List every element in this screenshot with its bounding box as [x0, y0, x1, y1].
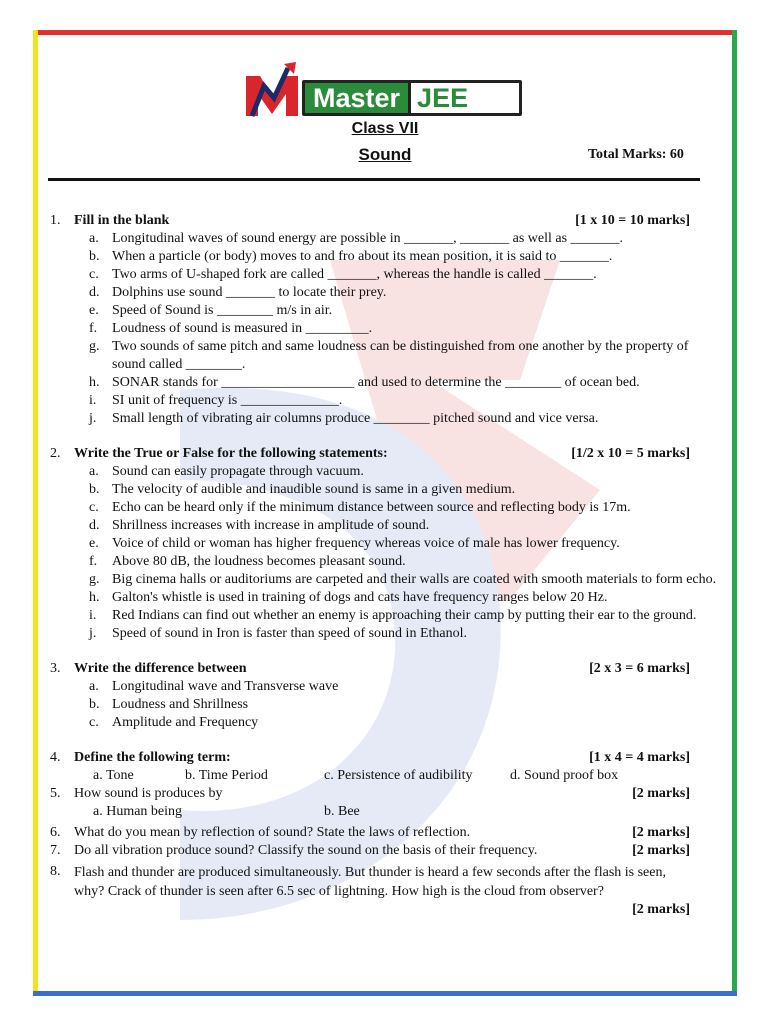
sub-question: f. Above 80 dB, the loudness becomes pleasant sound. [89, 554, 406, 569]
sub-question: b. Loudness and Shrillness [89, 697, 249, 712]
sub-question: h. SONAR stands for ___________________ and used to determine the ________ of ocean bed. [89, 375, 640, 390]
question-5 [50, 785, 720, 821]
page-border-left [33, 30, 38, 996]
sub-question: c. Two arms of U-shaped fork are called _______, whereas the handle is called _______. [89, 267, 597, 282]
brand-logo [244, 62, 524, 120]
topic-title: Sound [358, 145, 412, 164]
sub-question: g. Two sounds of same pitch and same loudness can be distinguished from one another by the property of sound called ________. [89, 339, 689, 372]
question-3 [50, 660, 720, 732]
sub-question: g. Big cinema halls or auditoriums are carpeted and their walls are coated with smooth materials to form echo. [89, 572, 717, 587]
question-paper [50, 212, 720, 919]
sub-question: c. Echo can be heard only if the minimum distance between source and reflecting body is 17m. [89, 500, 631, 515]
sub-question: a. Longitudinal waves of sound energy are possible in _______, _______ as well as _______. [89, 231, 624, 246]
question-heading [74, 445, 720, 463]
sub-question-list [74, 463, 720, 643]
question-8 [50, 863, 720, 919]
question-line [74, 842, 720, 860]
term-options [74, 767, 720, 785]
brand-name-right: JEE [408, 83, 474, 113]
brand-name-left: Master [305, 83, 408, 113]
sub-question: d. Shrillness increases with increase in amplitude of sound. [89, 518, 430, 533]
term-option: c. Persistence of audibility [324, 768, 473, 783]
question-heading [74, 660, 720, 678]
total-marks: Total Marks: 60 [588, 147, 684, 162]
sub-question: i. Red Indians can find out whether an enemy is approaching their camp by putting their ear to the ground. [89, 608, 697, 623]
sub-question: j. Small length of vibrating air columns produce ________ pitched sound and vice versa. [89, 411, 599, 426]
question-2 [50, 445, 720, 643]
question-title: Write the difference between [74, 661, 247, 676]
question-title: Write the True or False for the following statements: [74, 446, 388, 461]
sub-question: h. Galton's whistle is used in training of dogs and cats have frequency ranges below 20 Hz. [89, 590, 608, 605]
brand-wordmark [302, 80, 522, 116]
term-option: a. Tone [93, 768, 134, 783]
sub-question: b. The velocity of audible and inaudible sound is same in a given medium. [89, 482, 516, 497]
question-marks: [2 marks] [632, 843, 690, 858]
sub-question-list [74, 678, 720, 732]
sub-question: d. Dolphins use sound _______ to locate their prey. [89, 285, 387, 300]
question-number: 8. [50, 864, 61, 879]
page-border-bottom [33, 991, 737, 996]
question-number: 3. [50, 661, 61, 676]
sub-question: b. When a particle (or body) moves to and fro about its mean position, it is said to _______. [89, 249, 613, 264]
question-heading [74, 212, 720, 230]
question-marks: [2 marks] [632, 825, 690, 840]
page-border-top [33, 30, 737, 35]
question-number: 6. [50, 825, 61, 840]
question-text: How sound is produces by [74, 786, 223, 801]
class-title: Class VII [351, 120, 419, 137]
question-text: What do you mean by reflection of sound? State the laws of reflection. [74, 825, 471, 840]
sub-question: e. Voice of child or woman has higher frequency whereas voice of male has lower frequency. [89, 536, 620, 551]
question-marks: [1/2 x 10 = 5 marks] [571, 446, 690, 461]
question-number: 4. [50, 750, 61, 765]
source-option: a. Human being [93, 804, 183, 819]
sub-question: c. Amplitude and Frequency [89, 715, 259, 730]
source-option: b. Bee [324, 804, 360, 819]
question-text: Do all vibration produce sound? Classify the sound on the basis of their frequency. [74, 843, 538, 858]
sub-question: j. Speed of sound in Iron is faster than speed of sound in Ethanol. [89, 626, 467, 641]
sub-question: f. Loudness of sound is measured in _________. [89, 321, 373, 336]
question-text: Flash and thunder are produced simultaneously. But thunder is heard a few seconds after the flash is seen, why? Crack of thunder is seen after 6.5 sec of lightning. How high is the cloud from observer? [74, 865, 666, 899]
question-marks: [1 x 4 = 4 marks] [589, 750, 690, 765]
question-number: 2. [50, 446, 61, 461]
sub-question: e. Speed of Sound is ________ m/s in air. [89, 303, 333, 318]
term-option: b. Time Period [185, 768, 268, 783]
question-number: 1. [50, 213, 61, 228]
question-1 [50, 212, 720, 428]
rocket-m-icon [244, 62, 300, 118]
question-4 [50, 749, 720, 785]
sub-question: a. Sound can easily propagate through vacuum. [89, 464, 364, 479]
question-marks: [1 x 10 = 10 marks] [575, 213, 690, 228]
header-divider [48, 178, 700, 181]
sub-question: a. Longitudinal wave and Transverse wave [89, 679, 339, 694]
question-line [74, 785, 720, 803]
page-border-right [732, 30, 737, 996]
source-options [74, 803, 720, 821]
sub-question-list [74, 230, 720, 428]
question-7 [50, 842, 720, 860]
question-title: Fill in the blank [74, 213, 170, 228]
question-heading [74, 749, 720, 767]
question-number: 5. [50, 786, 61, 801]
question-title: Define the following term: [74, 750, 231, 765]
question-line [74, 824, 720, 842]
term-option: d. Sound proof box [510, 768, 619, 783]
question-6 [50, 824, 720, 842]
sub-question: i. SI unit of frequency is ______________. [89, 393, 343, 408]
question-marks: [2 x 3 = 6 marks] [589, 661, 690, 676]
question-number: 7. [50, 843, 61, 858]
question-marks: [2 marks] [632, 786, 690, 801]
question-marks: [2 marks] [632, 902, 690, 917]
